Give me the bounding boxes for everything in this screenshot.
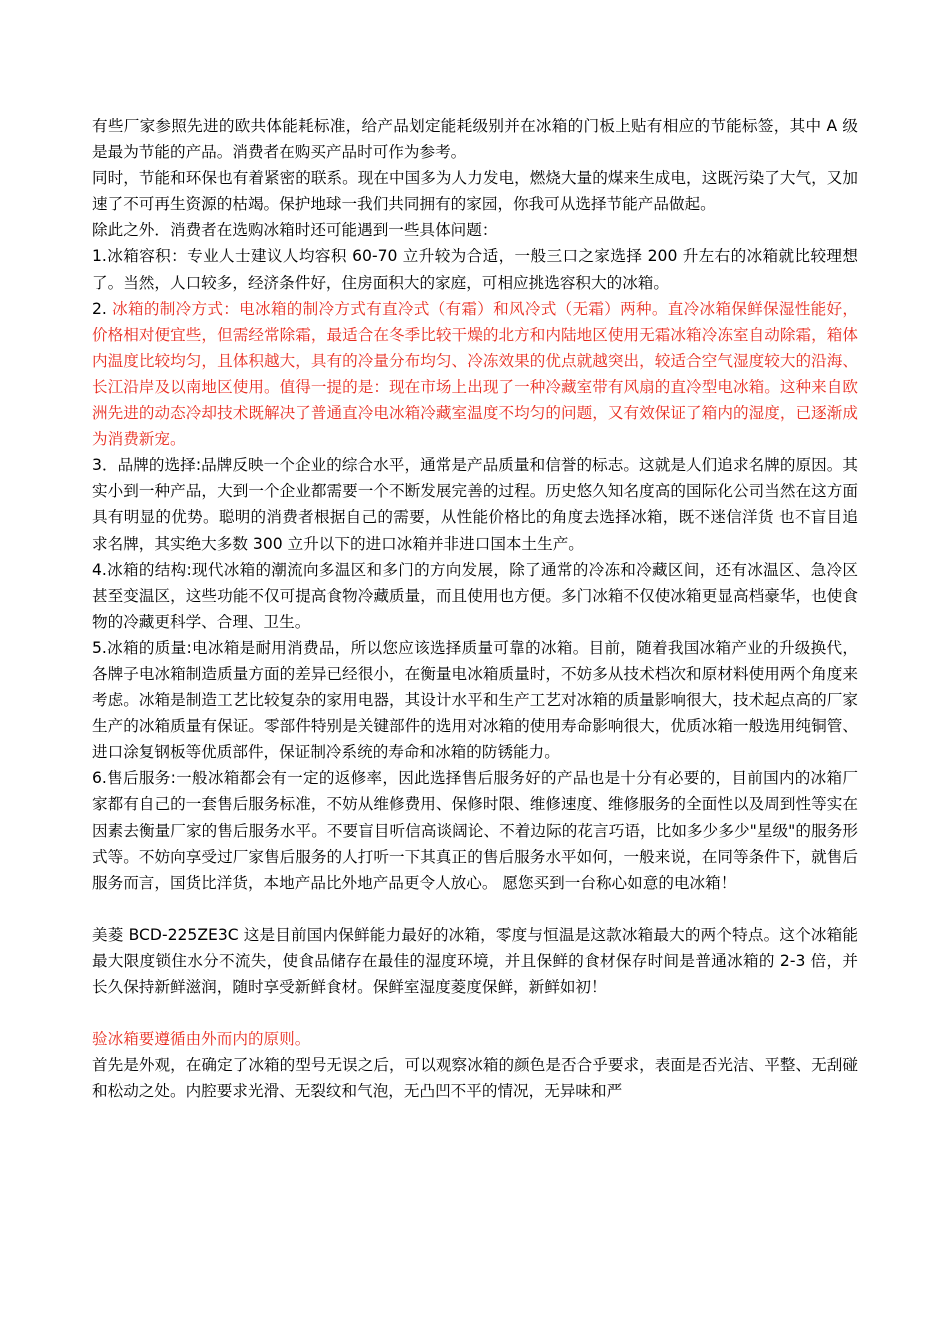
paragraph-structure: 4.冰箱的结构:现代冰箱的潮流向多温区和多门的方向发展，除了通常的冷冻和冷藏区间，还有冰温区、急冷区甚至变温区，这些功能不仅可提高食物冷藏质量，而且使用也方便。多门冰箱不仅使冰箱更显高档豪华，也使食物的冷藏更科学、合理、卫生。 <box>92 560 858 631</box>
paragraph-after-sales: 6.售后服务:一般冰箱都会有一定的返修率，因此选择售后服务好的产品也是十分有必要的，目前国内的冰箱厂家都有自己的一套售后服务标准，不妨从维修费用、保修时限、维修速度、维修服务的全面性以及周到性等实在因素去衡量厂家的售后服务水平。不要盲目听信高谈阔论、不着边际的花言巧语，比如多少多少"星级"的服务形式等。不妨向享受过厂家售后服务的人打听一下其真正的售后服务水平如何，一般来说，在同等条件下，就售后服务而言，国货比洋货，本地产品比外地产品更令人放心。 愿您买到一台称心如意的电冰箱！ <box>92 769 858 892</box>
paragraph-meiling-product: 美菱 BCD-225ZE3C 这是目前国内保鲜能力最好的冰箱，零度与恒温是这款冰箱最大的两个特点。这个冰箱能最大限度锁住水分不流失，使食品储存在最佳的湿度环境，并且保鲜的食材保存时间是普通冰箱的 2-3 倍，并长久保持新鲜滋润，随时享受新鲜食材。保鲜室湿度菱度保鲜，新鲜如初！ <box>92 925 858 996</box>
paragraph-capacity: 1.冰箱容积：专业人士建议人均容积 60-70 立升较为合适，一般三口之家选择 200 升左右的冰箱就比较理想了。当然，人口较多，经济条件好，住房面积大的家庭，可相应挑选容积大的冰箱。 <box>92 247 858 292</box>
paragraph-environment: 同时，节能和环保也有着紧密的联系。现在中国多为人力发电，燃烧大量的煤来生成电，这既污染了大气，又加速了不可再生资源的枯竭。保护地球一我们共同拥有的家园，你我可从选择节能产品做起。 <box>92 169 858 214</box>
document-page <box>92 113 858 1104</box>
paragraph-energy-label: 有些厂家参照先进的欧共体能耗标准，给产品划定能耗级别并在冰箱的门板上贴有相应的节能标签，其中 A 级是最为节能的产品。消费者在购买产品时可作为参考。 <box>92 117 858 162</box>
cooling-method-text: 冰箱的制冷方式：电冰箱的制冷方式有直冷式（有霜）和风冷式（无霜）两种。直冷冰箱保鲜保湿性能好，价格相对便宜些，但需经常除霜，最适合在冬季比较干燥的北方和内陆地区使用无霜冰箱冷冻室自动除霜，箱体内温度比较均匀，且体积越大，具有的冷量分布均匀、冷冻效果的优点就越突出，较适合空气湿度较大的沿海、长江沿岸及以南地区使用。值得一提的是：现在市场上出现了一种冷藏室带有风扇的直冷型电冰箱。这种来自欧洲先进的动态冷却技术既解决了普通直冷电冰箱冷藏室温度不均匀的问题，又有效保证了箱内的湿度，已逐渐成为消费新宠。 <box>92 299 858 449</box>
paragraph-spacer <box>92 896 858 922</box>
paragraph-spacer <box>92 1000 858 1026</box>
paragraph-quality: 5.冰箱的质量:电冰箱是耐用消费品，所以您应该选择质量可靠的冰箱。目前，随着我国冰箱产业的升级换代，各牌子电冰箱制造质量方面的差异已经很小，在衡量电冰箱质量时，不妨多从技术档次和原材料使用两个角度来考虑。冰箱是制造工艺比较复杂的家用电器，其设计水平和生产工艺对冰箱的质量影响很大，技术起点高的厂家生产的冰箱质量有保证。零部件特别是关键部件的选用对冰箱的使用寿命影响很大，优质冰箱一般选用纯铜管、进口涂复钢板等优质部件，保证制冷系统的寿命和冰箱的防锈能力。 <box>92 638 858 762</box>
paragraph-inspection-exterior: 首先是外观，在确定了冰箱的型号无误之后，可以观察冰箱的颜色是否合乎要求，表面是否光洁、平整、无刮碰和松动之处。内腔要求光滑、无裂纹和气泡，无凸凹不平的情况，无异味和严 <box>92 1056 858 1101</box>
paragraph-brand: 3．品牌的选择:品牌反映一个企业的综合水平，通常是产品质量和信誉的标志。这就是人们追求名牌的原因。其实小到一种产品，大到一个企业都需要一个不断发展完善的过程。历史悠久知名度高的国际化公司当然在这方面具有明显的优势。聪明的消费者根据自己的需要，从性能价格比的角度去选择冰箱，既不迷信洋货 也不盲目追求名牌，其实绝大多数 300 立升以下的进口冰箱并非进口国本土生产。 <box>92 456 858 553</box>
cooling-method-number: 2. <box>92 299 113 318</box>
paragraph-intro-questions: 除此之外．消费者在选购冰箱时还可能遇到一些具体问题： <box>92 221 498 240</box>
paragraph-cooling-method <box>92 296 858 453</box>
paragraph-inspection-heading: 验冰箱要遵循由外而内的原则。 <box>92 1030 311 1049</box>
